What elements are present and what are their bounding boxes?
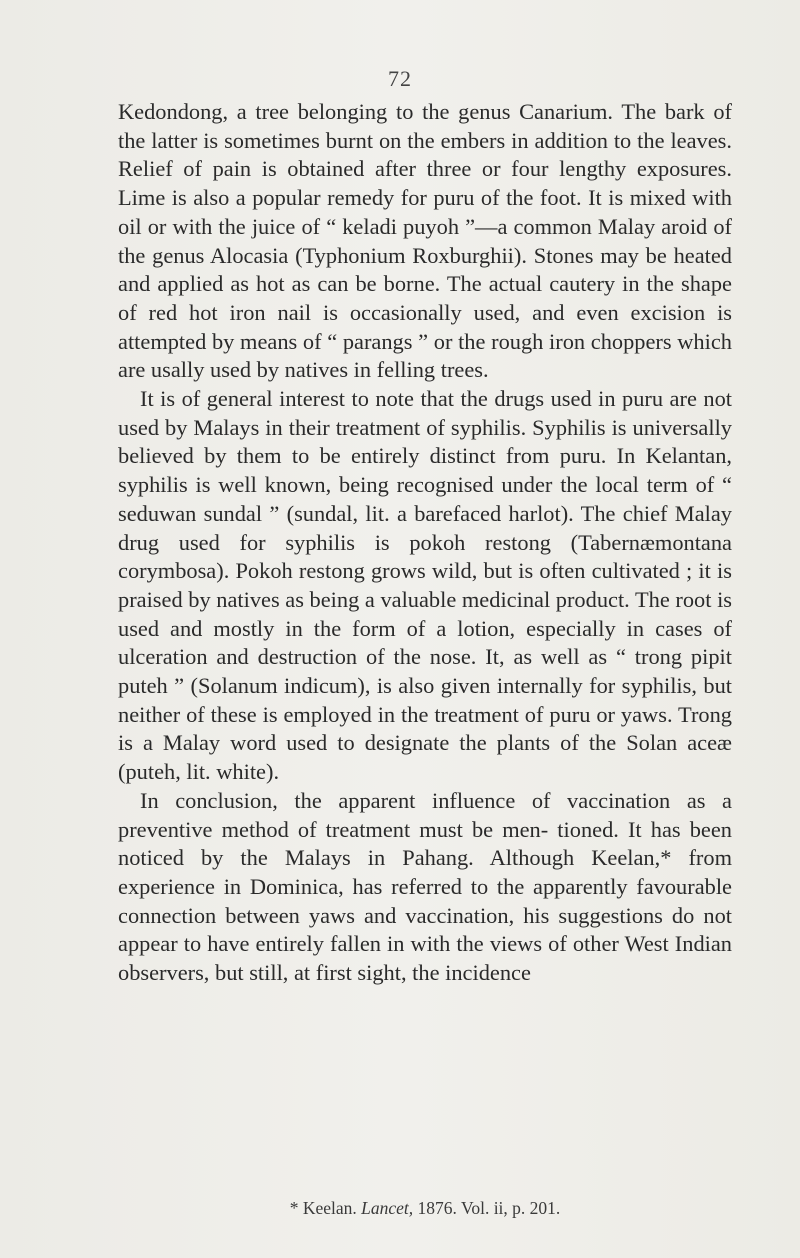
paragraph-2: It is of general interest to note that the drugs used in puru are not used by Malays in their treatment of syphilis. Syphilis is universally believed by them to be entirely distinct from puru. In Kelantan, syphilis is well known, being recognised under the local term of “ seduwan sundal ” (sundal, lit. a barefaced harlot). The chief Malay drug used for syphilis is pokoh restong (Tabernæmontana corymbosa). Pokoh restong grows wild, but is often cultivated ; it is praised by natives as being a valuable medicinal product. The root is used and mostly in the form of a lotion, especially in cases of ulceration and destruction of the nose. It, as well as “ trong pipit puteh ” (Solanum indicum), is also given internally for syphilis, but neither of these is employed in the treatment of puru or yaws. Trong is a Malay word used to designate the plants of the Solan aceæ (puteh, lit. white). [118,386,732,785]
footnote-citation: 1876. Vol. ii, p. 201. [417,1198,561,1218]
paragraph-1: Kedondong, a tree belonging to the genus Canarium. The bark of the latter is sometimes burnt on the embers in addition to the leaves. Relief of pain is obtained after three or four lengthy exposures. Lime is also a popular remedy for puru of the foot. It is mixed with oil or with the juice of “ keladi puyoh ”—a common Malay aroid of the genus Alocasia (Typhonium Roxburghii). Stones may be heated and applied as hot as can be borne. The actual cautery in the shape of red hot iron nail is occasionally used, and even excision is attempted by means of “ parangs ” or the rough iron choppers which are usally used by natives in felling trees. [118,99,732,383]
body-text [118,98,732,988]
page-number: 72 [388,66,412,91]
footnote-marker: * [289,1198,299,1218]
footnote-journal: Lancet, [361,1198,414,1218]
paragraph-3: In conclusion, the apparent influence of vaccination as a preventive method of treatment must be men- tioned. It has been noticed by the Malays in Pahang. Although Keelan,* from experience in Dominica, has referred to the apparently favourable connection between yaws and vaccination, his suggestions do not appear to have entirely fallen in with the views of other West Indian observers, but still, at first sight, the incidence [118,787,732,986]
footnote [118,1198,732,1219]
footnote-author: Keelan. [302,1198,357,1218]
